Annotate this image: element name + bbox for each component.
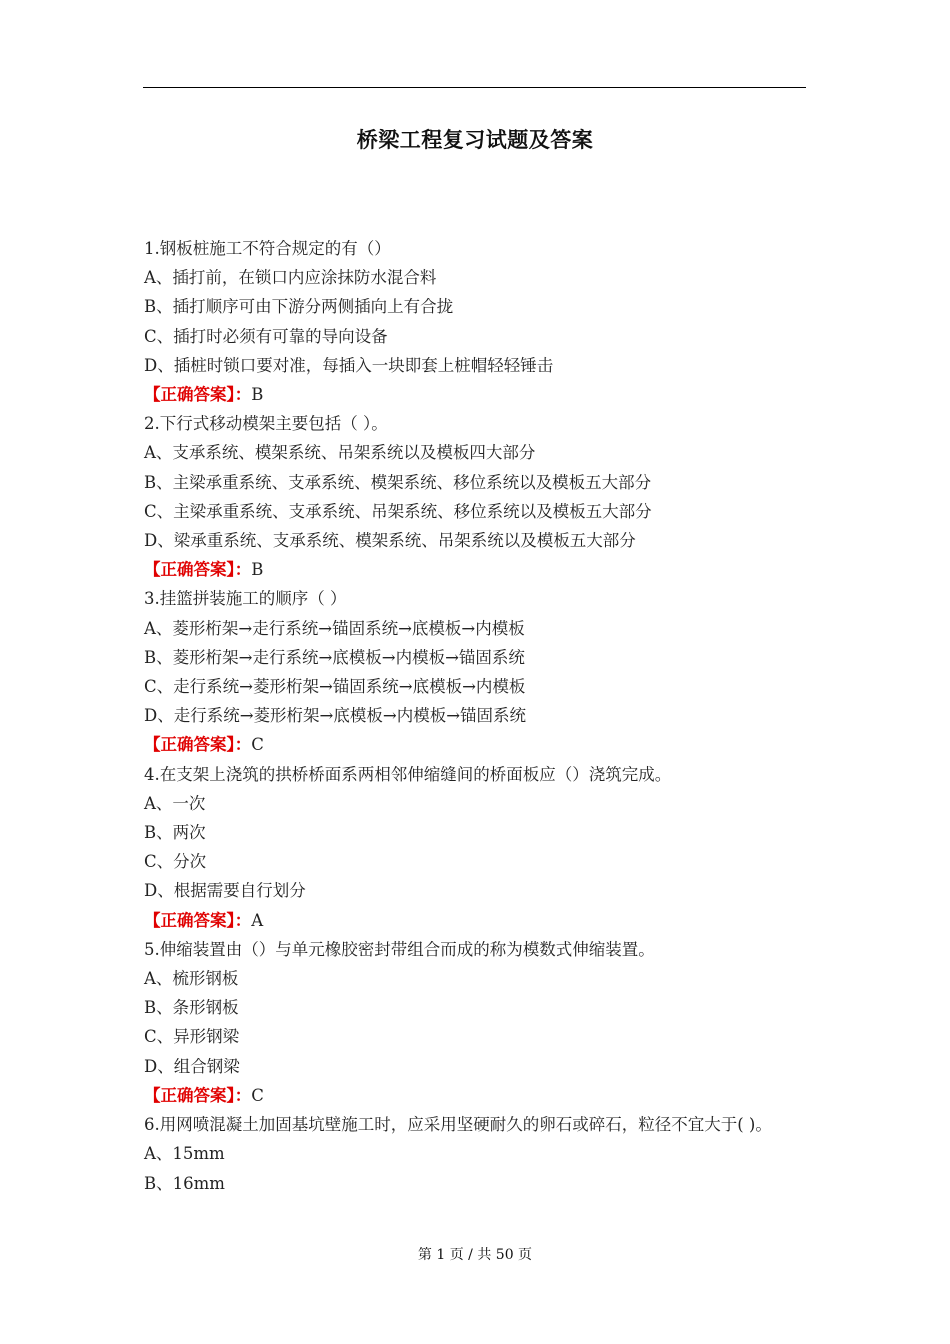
option: A、菱形桁架→走行系统→锚固系统→底模板→内模板	[144, 618, 525, 638]
question-list	[144, 234, 806, 1198]
answer-value: C	[251, 735, 264, 755]
question-stem: 4.在支架上浇筑的拱桥桥面系两相邻伸缩缝间的桥面板应（）浇筑完成。	[144, 764, 672, 784]
option: B、菱形桁架→走行系统→底模板→内模板→锚固系统	[144, 647, 525, 667]
answer-value: C	[251, 1085, 264, 1105]
option: A、一次	[144, 793, 206, 813]
option: A、支承系统、模架系统、吊架系统以及模板四大部分	[144, 443, 536, 463]
answer-value: A	[251, 910, 264, 930]
option: B、16mm	[144, 1173, 225, 1193]
question-stem: 5.伸缩装置由（）与单元橡胶密封带组合而成的称为模数式伸缩装置。	[144, 939, 655, 959]
option: A、梳形钢板	[144, 969, 239, 989]
option: C、主梁承重系统、支承系统、吊架系统、移位系统以及模板五大部分	[144, 501, 652, 521]
page-footer: 第 1 页 / 共 50 页	[417, 1247, 533, 1263]
option: C、分次	[144, 852, 207, 872]
answer-line	[144, 380, 806, 409]
page-title: 桥梁工程复习试题及答案	[356, 128, 594, 152]
option: D、梁承重系统、支承系统、模架系统、吊架系统以及模板五大部分	[144, 531, 636, 551]
option: C、异形钢梁	[144, 1027, 240, 1047]
question-stem: 6.用网喷混凝土加固基坑壁施工时，应采用坚硬耐久的卵石或碎石，粒径不宜大于( )。	[144, 1115, 772, 1135]
answer-line	[144, 1081, 806, 1110]
answer-label: 【正确答案】：	[144, 735, 252, 755]
answer-label: 【正确答案】：	[144, 385, 252, 405]
answer-line	[144, 906, 806, 935]
option: D、走行系统→菱形桁架→底模板→内模板→锚固系统	[144, 706, 527, 726]
option: A、插打前，在锁口内应涂抹防水混合料	[144, 268, 437, 288]
answer-line	[144, 555, 806, 584]
option: B、条形钢板	[144, 998, 239, 1018]
header-rule	[143, 87, 806, 88]
answer-value: B	[251, 560, 264, 580]
option: A、15mm	[144, 1144, 225, 1164]
option: D、插桩时锁口要对准，每插入一块即套上桩帽轻轻锤击	[144, 355, 554, 375]
option: C、插打时必须有可靠的导向设备	[144, 326, 388, 346]
option: D、组合钢梁	[144, 1056, 240, 1076]
option: B、主梁承重系统、支承系统、模架系统、移位系统以及模板五大部分	[144, 472, 652, 492]
option: B、两次	[144, 823, 206, 843]
question-stem: 2.下行式移动模架主要包括（ ）。	[144, 414, 388, 434]
answer-label: 【正确答案】：	[144, 560, 252, 580]
answer-label: 【正确答案】：	[144, 910, 252, 930]
option: B、插打顺序可由下游分两侧插向上有合拢	[144, 297, 454, 317]
question-stem: 1.钢板桩施工不符合规定的有（）	[144, 239, 391, 258]
answer-line	[144, 730, 806, 759]
question-stem: 3.挂篮拼装施工的顺序（ ）	[144, 589, 347, 609]
answer-value: B	[251, 385, 264, 405]
option: D、根据需要自行划分	[144, 881, 306, 901]
answer-label: 【正确答案】：	[144, 1085, 252, 1105]
option: C、走行系统→菱形桁架→锚固系统→底模板→内模板	[144, 677, 526, 697]
